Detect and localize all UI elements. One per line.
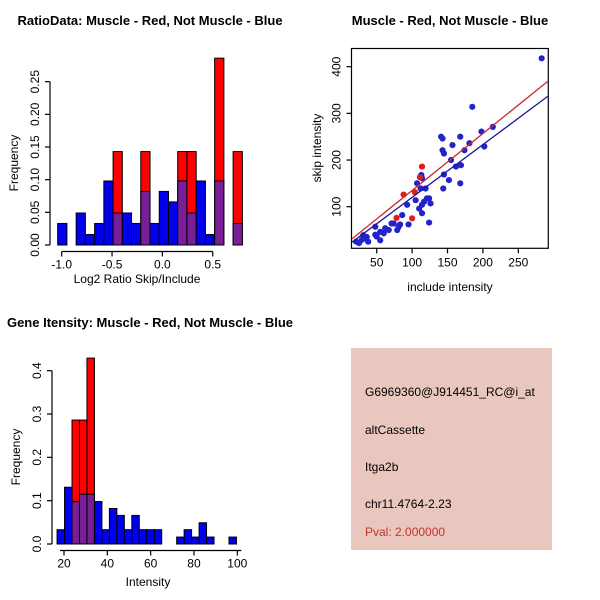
scatter-point-red — [393, 215, 399, 221]
scatter-xlabel: include intensity — [407, 280, 493, 294]
hist-bar-blue — [94, 502, 101, 544]
scatter-point-blue — [539, 55, 545, 61]
hist-bar-blue — [65, 487, 72, 544]
y-tick-label: 0.4 — [30, 362, 44, 380]
fit-line-blue — [352, 96, 548, 242]
hist-bar-blue — [199, 523, 206, 544]
hist-bar-blue — [177, 537, 184, 544]
y-tick-label: 0.3 — [30, 405, 44, 423]
gene-symbol-text: Itga2b — [365, 460, 399, 474]
x-tick-label: 250 — [508, 255, 529, 270]
scatter-point-blue — [386, 227, 392, 233]
hist-bar-blue — [132, 223, 141, 245]
hist-bar-blue — [124, 530, 131, 544]
scatter-ylabel: skip intensity — [310, 113, 324, 183]
hist-bar-blue — [76, 213, 85, 245]
ratio-hist-xlabel: Log2 Ratio Skip/Include — [73, 272, 201, 286]
hist-bar-blue — [192, 537, 199, 544]
hist-bar-blue — [229, 537, 236, 544]
scatter-point-blue — [399, 212, 405, 218]
gene-info-panel — [351, 348, 552, 550]
hist-bar-overlap — [87, 494, 94, 544]
x-tick-label: 20 — [57, 556, 71, 571]
hist-bar-blue — [122, 213, 131, 245]
x-tick-label: -1.0 — [51, 257, 73, 272]
scatter-point-red — [409, 215, 415, 221]
hist-bar-blue — [132, 515, 139, 544]
x-tick-label: 50 — [370, 255, 384, 270]
y-tick-label: 0.05 — [28, 200, 42, 225]
hist-bar-blue — [159, 191, 168, 245]
title-gene-intensity-histogram: Gene Itensity: Muscle - Red, Not Muscle - Blue — [6, 315, 294, 330]
y-tick-label: 0.10 — [28, 167, 42, 192]
y-tick-label: 0.25 — [28, 69, 42, 94]
x-tick-label: -0.5 — [101, 257, 123, 272]
x-tick-label: 150 — [437, 255, 458, 270]
scatter-point-blue — [413, 197, 419, 203]
gene-hist-xlabel: Intensity — [125, 575, 171, 589]
splice-type-text: altCassette — [365, 423, 426, 437]
x-tick-label: 200 — [472, 255, 493, 270]
hist-bar-blue — [154, 530, 161, 544]
hist-bar-blue — [117, 515, 124, 544]
hist-bar-overlap — [79, 494, 86, 544]
scatter-point-blue — [426, 219, 432, 225]
hist-bar-blue — [184, 530, 191, 544]
y-tick-label: 200 — [329, 150, 344, 171]
hist-bar-blue — [95, 223, 104, 245]
scatter-point-blue — [457, 134, 463, 140]
probe-id-text: G6969360@J914451_RC@i_at — [365, 385, 535, 399]
y-tick-label: 300 — [329, 103, 344, 124]
x-tick-label: 40 — [100, 556, 115, 571]
hist-bar-overlap — [178, 181, 187, 245]
scatter-point-blue — [469, 104, 475, 110]
x-tick-label: 100 — [227, 556, 248, 571]
x-tick-label: 0.5 — [204, 257, 222, 272]
x-tick-label: 80 — [187, 556, 201, 571]
scatter-point-blue — [449, 142, 455, 148]
scatter-point-red — [419, 163, 425, 169]
scatter-point-blue — [457, 180, 463, 186]
x-tick-label: 100 — [402, 255, 423, 270]
y-tick-label: 0.15 — [28, 135, 42, 159]
y-tick-label: 0.00 — [28, 233, 42, 257]
hist-bar-blue — [102, 530, 109, 544]
ratio-hist-ylabel: Frequency — [7, 134, 21, 192]
hist-bar-blue — [58, 223, 67, 245]
hist-bar-overlap — [113, 213, 122, 245]
scatter-point-blue — [377, 237, 383, 243]
y-tick-label: 0.0 — [30, 535, 44, 553]
scatter-point-blue — [427, 200, 433, 206]
scatter-point-blue — [441, 150, 447, 156]
fit-line-red — [352, 81, 548, 239]
genomic-location-text: chr11.4764-2.23 — [365, 497, 452, 511]
hist-bar-blue — [168, 202, 177, 245]
hist-bar-blue — [147, 530, 154, 544]
pval-text: Pval: 2.000000 — [365, 525, 446, 539]
hist-bar-overlap — [141, 191, 150, 245]
scatter-point-blue — [440, 185, 446, 191]
y-tick-label: 0.2 — [30, 448, 44, 466]
scatter-point-blue — [405, 221, 411, 227]
gene-hist-ylabel: Frequency — [9, 428, 23, 486]
hist-bar-overlap — [187, 213, 196, 245]
scatter-point-blue — [365, 239, 371, 245]
title-intensity-scatter: Muscle - Red, Not Muscle - Blue — [351, 13, 549, 28]
scatter-point-blue — [419, 210, 425, 216]
hist-bar-overlap — [233, 223, 242, 245]
hist-bar-blue — [207, 537, 214, 544]
scatter-point-blue — [439, 135, 445, 141]
y-tick-label: 100 — [329, 196, 344, 217]
plot-box — [352, 49, 549, 249]
hist-bar-blue — [196, 181, 205, 245]
hist-bar-blue — [139, 530, 146, 544]
hist-bar-blue — [205, 235, 214, 245]
scatter-point-blue — [446, 177, 452, 183]
hist-bar-overlap — [215, 181, 224, 245]
hist-bar-blue — [57, 530, 64, 544]
hist-bar-blue — [85, 235, 94, 245]
hist-bar-blue — [150, 223, 159, 245]
hist-bar-blue — [109, 508, 116, 544]
scatter-point-blue — [397, 221, 403, 227]
x-tick-label: 60 — [143, 556, 158, 571]
scatter-point-red — [417, 174, 423, 180]
y-tick-label: 0.20 — [28, 102, 42, 127]
hist-bar-overlap — [72, 502, 79, 544]
scatter-point-blue — [419, 202, 425, 208]
y-tick-label: 400 — [329, 56, 344, 77]
x-tick-label: 0.0 — [154, 257, 171, 272]
y-tick-label: 0.1 — [30, 492, 44, 510]
scatter-point-blue — [424, 195, 430, 201]
title-ratio-histogram: RatioData: Muscle - Red, Not Muscle - Blue — [17, 13, 283, 28]
hist-bar-blue — [104, 181, 113, 245]
